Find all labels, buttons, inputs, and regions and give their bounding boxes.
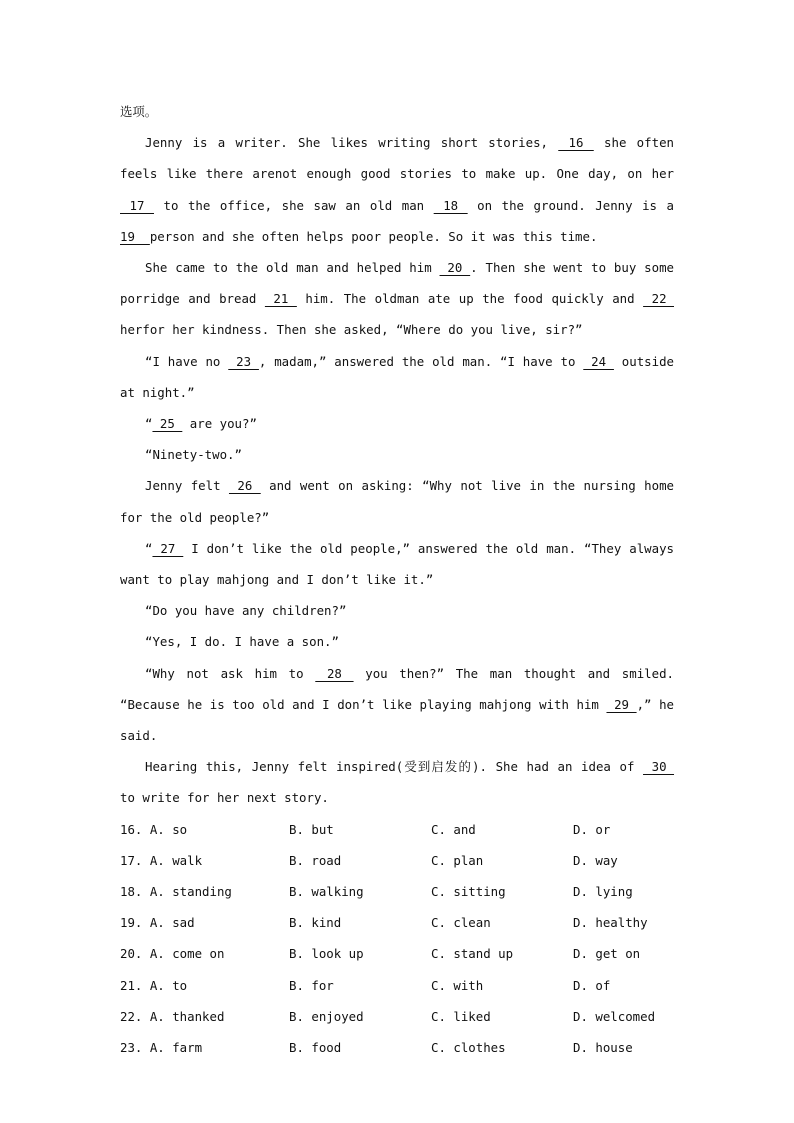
answer-blank: 29 [606,696,637,712]
answer-blank: 24 [583,353,614,369]
story-paragraph [120,127,674,252]
option-d: D. welcomed [573,1008,656,1024]
answer-blank: 23 [228,353,259,369]
header-fragment: 选项。 [120,104,158,119]
option-d: D. way [573,852,618,868]
story-text: him. The oldman ate up the food quickly and [296,291,644,307]
option-c: C. liked [431,1008,491,1024]
option-d: D. of [573,977,611,993]
story-text: to write for her next story. [120,790,329,806]
story-text: you then?” The man thought and smiled. “Because he is too old and I don’t like playing mahjong with him [120,665,675,712]
story-text: outside at night.” [120,353,674,400]
story-text: , madam,” answered the old man. “I have to [258,353,584,369]
story-paragraph [120,533,674,595]
option-b: B. enjoyed [289,1008,364,1024]
story-text: herfor her kindness. Then she asked, “Where do you live, sir?” [120,322,583,338]
answer-blank: 21 [264,291,297,307]
story-text: to the office, she saw an old man [153,197,434,213]
option-c: C. clothes [431,1039,506,1055]
story-text: ,” he said. [120,696,674,744]
option-d: D. or [573,821,611,837]
option-b: B. food [289,1039,342,1055]
option-c: C. with [431,977,484,993]
option-b: B. road [289,852,342,868]
story-text: she often feels like there arenot enough good stories to make up. One day, on her [120,135,674,182]
option-a: 16. A. so [120,821,188,837]
option-row [120,1001,674,1032]
option-a: 19. A. sad [120,915,195,931]
story-text: ). She had an idea of [472,759,644,775]
option-d: D. house [573,1039,633,1055]
option-a: 20. A. come on [120,946,225,962]
story-text: “ [145,540,153,556]
option-a: 23. A. farm [120,1039,203,1055]
option-row [120,1032,674,1063]
answer-blank: 30 [643,759,675,775]
answer-blank: 27 [152,540,184,556]
story-paragraph [120,470,674,532]
story-paragraph [120,408,674,439]
option-row [120,938,674,969]
document-page [120,96,674,1063]
story-text: I don’t like the old people,” answered the old man. “They always want to play mahjong and I don’t like it.” [120,540,674,588]
option-d: D. healthy [573,915,648,931]
option-b: B. look up [289,946,364,962]
option-c: C. sitting [431,884,506,900]
chinese-gloss: 受到启发的 [403,759,473,775]
option-b: B. walking [289,884,364,900]
story-text: “Why not ask him to [145,665,316,681]
story-text: person and she often helps poor people. So it was this time. [149,228,598,244]
option-row [120,970,674,1001]
options-list [120,814,674,1064]
story-text: Hearing this, Jenny felt inspired( [145,759,404,775]
option-a: 21. A. to [120,977,188,993]
answer-blank: 28 [315,665,354,681]
option-a: 17. A. walk [120,852,203,868]
answer-blank: 20 [439,260,471,276]
option-d: D. get on [573,946,641,962]
option-b: B. but [289,821,334,837]
answer-blank: 26 [228,478,261,494]
option-row [120,907,674,938]
story-text: “Yes, I do. I have a son.” [145,634,339,650]
option-c: C. and [431,821,476,837]
story-text: “Ninety-two.” [145,447,242,463]
story-paragraph [120,252,674,346]
story-text: “Do you have any children?” [145,603,347,619]
answer-blank: 18 [433,197,468,213]
option-b: B. kind [289,915,342,931]
story-text: on the ground. Jenny is a [467,197,675,213]
story-paragraph [120,595,674,626]
answer-blank: 17 [120,197,154,213]
option-c: C. stand up [431,946,514,962]
story-paragraph [120,751,674,813]
answer-blank: 22 [643,291,674,307]
story-paragraph [120,658,674,752]
option-row [120,876,674,907]
passage [120,96,674,814]
story-paragraph [120,439,674,470]
option-c: C. plan [431,852,484,868]
option-a: 18. A. standing [120,884,232,900]
story-text: She came to the old man and helped him [145,260,440,276]
answer-blank: 25 [152,416,183,432]
story-text: . Then she went to buy some porridge and bread [120,260,674,307]
story-text: “ [145,416,153,432]
story-paragraph [120,346,674,408]
option-a: 22. A. thanked [120,1008,225,1024]
option-c: C. clean [431,915,491,931]
story-text: and went on asking: “Why not live in the nursing home for the old people?” [120,478,674,525]
answer-blank: 16 [558,135,594,151]
story-body [120,127,674,813]
story-text: “I have no [145,353,229,369]
option-row [120,845,674,876]
option-d: D. lying [573,884,633,900]
story-text: Jenny felt [145,478,229,494]
story-paragraph [120,626,674,657]
option-b: B. for [289,977,334,993]
story-text: are you?” [182,416,257,432]
answer-blank: 19 [120,228,150,244]
option-row [120,814,674,845]
story-text: Jenny is a writer. She likes writing short stories, [145,135,559,151]
